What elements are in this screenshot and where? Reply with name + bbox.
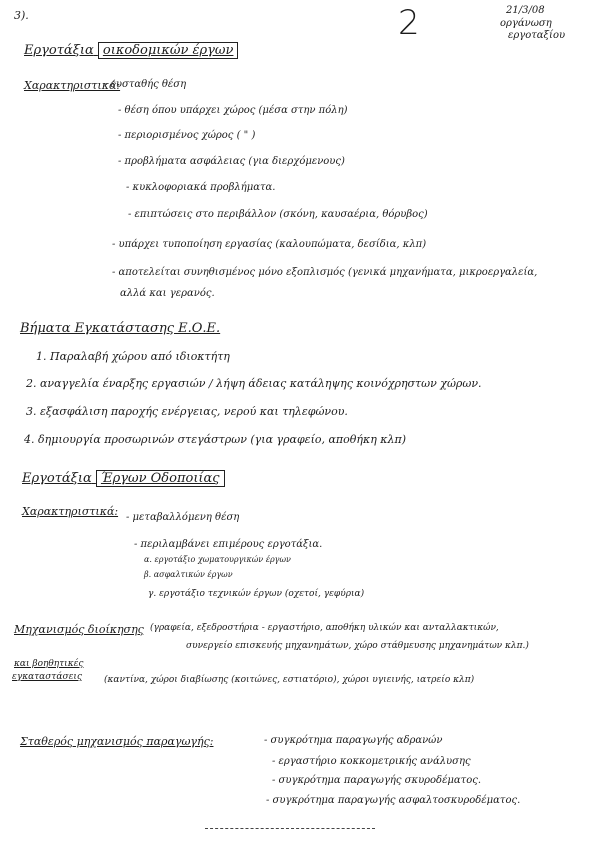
big-page-number: 2: [398, 3, 420, 43]
section3-item: - περιλαμβάνει επιμέρους εργοτάξια.: [134, 539, 323, 550]
production-item: - εργαστήριο κοκκομετρικής ανάλυσης: [272, 756, 471, 767]
section3-title: [22, 472, 225, 485]
section1-item: - περιορισμένος χώρος ( " ): [118, 130, 256, 141]
section2-step: 4. δημιουργία προσωρινών στεγάστρων (για γραφείο, αποθήκη κλπ): [24, 433, 406, 446]
section1-item: αλλά και γερανός.: [120, 288, 215, 299]
section3-subitem: γ. εργοτάξιο τεχνικών έργων (οχετοί, γεφύρια): [148, 589, 365, 599]
section2-step: 3. εξασφάλιση παροχής ενέργειας, νερού και τηλεφώνου.: [26, 405, 348, 418]
section1-item: - προβλήματα ασφάλειας (για διερχόμενους): [118, 156, 345, 167]
section1-item: - κυκλοφοριακά προβλήματα.: [126, 182, 276, 193]
corner-note-1: οργάνωση: [500, 18, 552, 29]
section3-title-boxed: Έργων Οδοποιίας: [96, 470, 225, 487]
section3-title-prefix: Εργοτάξια: [22, 471, 92, 486]
mechanism-label: Μηχανισμός διοίκησης: [14, 623, 144, 636]
date-note: 21/3/08: [506, 5, 545, 16]
section3-item: - μεταβαλλόμενη θέση: [126, 512, 240, 523]
section1-title-boxed: οικοδομικών έργων: [98, 42, 239, 59]
production-item: - συγκρότημα παραγωγής αδρανών: [264, 735, 443, 746]
mechanism-line: συνεργείο επισκευής μηχανημάτων, χώρο στάθμευσης μηχανημάτων κλπ.): [186, 641, 529, 651]
section1-item: - επιπτώσεις στο περιβάλλον (σκόνη, καυσαέρια, θόρυβος): [128, 209, 428, 220]
production-item: - συγκρότημα παραγωγής ασφαλτοσκυροδέματος.: [266, 795, 521, 806]
section1-item: - υπάρχει τυποποίηση εργασίας (καλουπώματα, δεσίδια, κλπ): [112, 239, 427, 250]
section2-step: 2. αναγγελία έναρξης εργασιών / λήψη άδειας κατάληψης κοινόχρηστων χώρων.: [26, 377, 482, 390]
production-item: - συγκρότημα παραγωγής σκυροδέματος.: [272, 775, 482, 786]
section1-item: - αποτελείται συνηθισμένος μόνο εξοπλισμός (γενικά μηχανήματα, μικροεργαλεία,: [112, 267, 538, 278]
section1-title-prefix: Εργοτάξια: [24, 43, 94, 58]
auxiliary-line: (καντίνα, χώροι διαβίωσης (κοιτώνες, εστιατόριο), χώροι υγιεινής, ιατρείο κλπ): [104, 675, 475, 685]
auxiliary-label-2: εγκαταστάσεις: [12, 672, 82, 682]
section2-title: Βήματα Εγκατάστασης Ε.Ο.Ε.: [20, 321, 221, 336]
page-number-label: 3).: [14, 9, 29, 22]
corner-note-2: εργοταξίου: [508, 30, 566, 41]
section1-characteristics-label: Χαρακτηριστικά:: [24, 79, 121, 92]
section1-title: [24, 44, 238, 57]
auxiliary-label-1: και βοηθητικές: [14, 659, 84, 669]
section3-characteristics-label: Χαρακτηριστικά:: [22, 505, 119, 518]
mechanism-line: (γραφεία, εξεδροστήρια - εργαστήριο, αποθήκη υλικών και ανταλλακτικών,: [150, 623, 499, 633]
section1-item: - θέση όπου υπάρχει χώρος (μέσα στην πόλη): [118, 105, 348, 116]
section2-step: 1. Παραλαβή χώρου από ιδιοκτήτη: [36, 350, 230, 363]
bottom-divider: [205, 828, 375, 829]
section3-subitem: α. εργοτάξιο χωματουργικών έργων: [144, 555, 291, 564]
section3-subitem: β. ασφαλτικών έργων: [144, 570, 233, 579]
section1-item: - ευσταθής θέση: [104, 79, 187, 90]
production-label: Σταθερός μηχανισμός παραγωγής:: [20, 735, 214, 748]
